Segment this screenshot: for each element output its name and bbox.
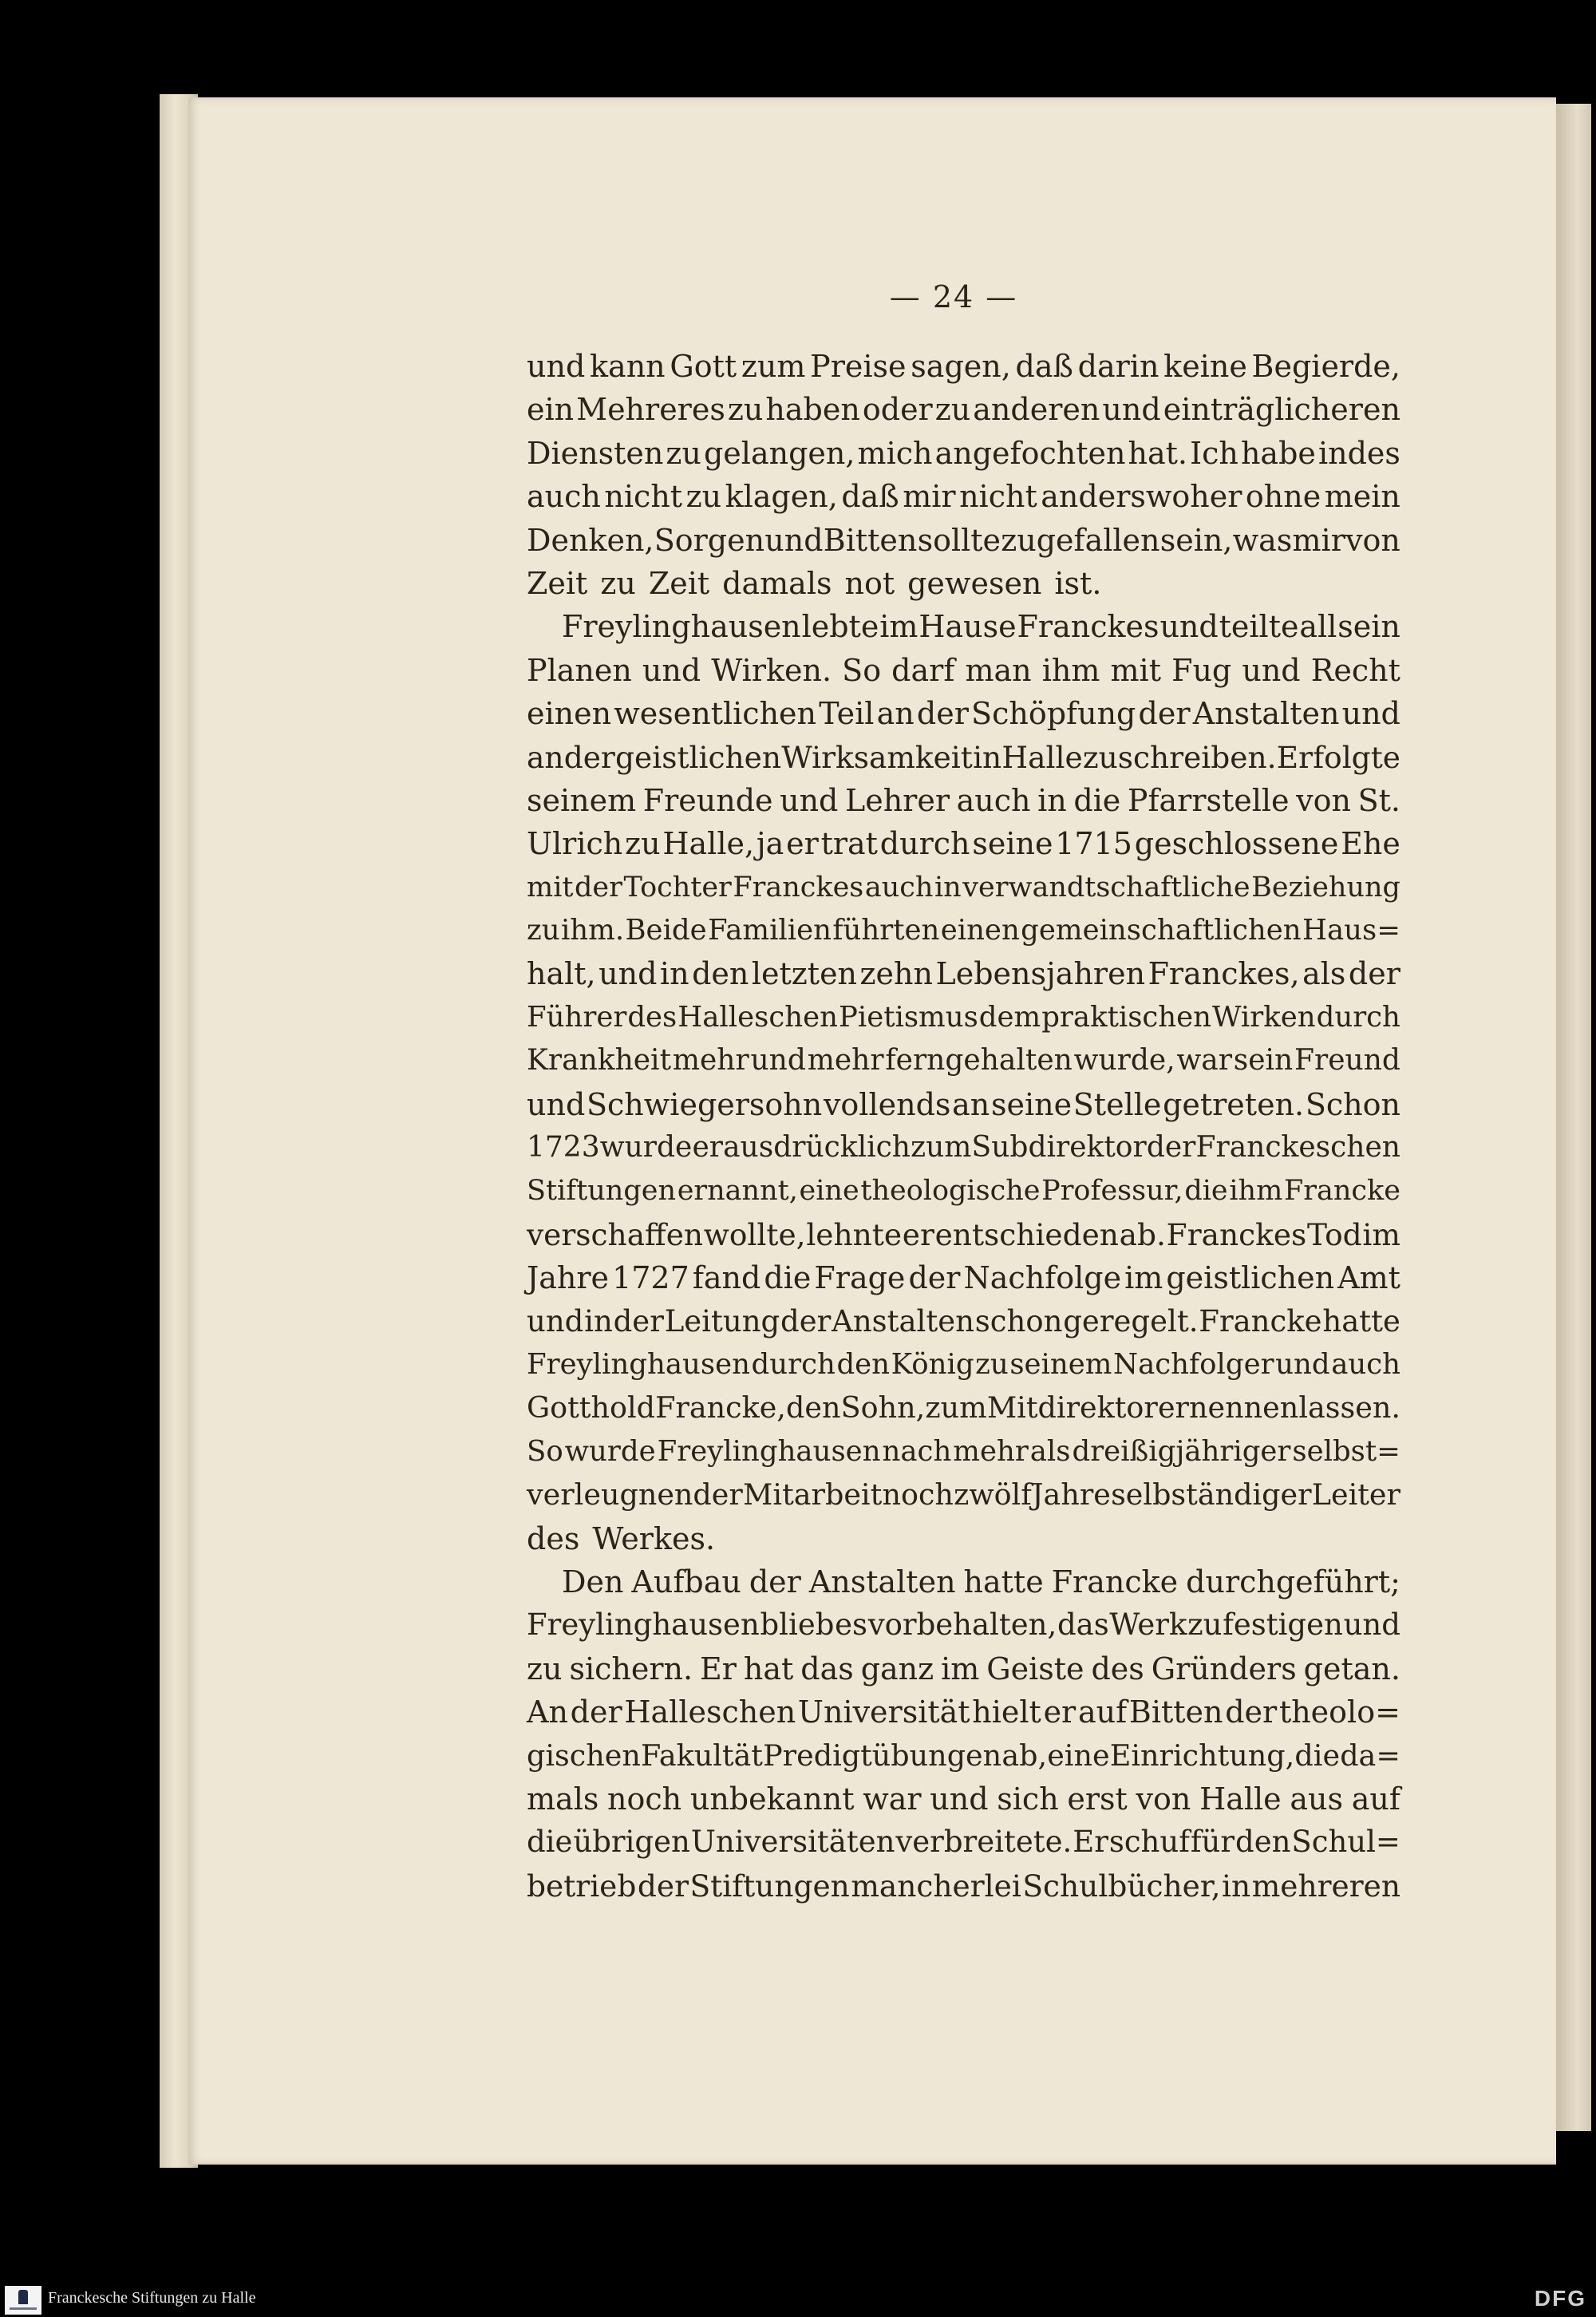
text-line: betrieb der Stiftungen mancherlei Schulbücher, in mehreren [527, 1868, 1400, 1904]
text-line: und Schwiegersohn vollends an seine Stelle getreten. Schon [527, 1086, 1400, 1122]
text-line: Planen und Wirken. So darf man ihm mit Fug und Recht [527, 652, 1400, 688]
text-line: verleugnender Mitarbeit noch zwölf Jahre selbständiger Leiter [527, 1477, 1400, 1512]
text-line: und kann Gott zum Preise sagen, daß darin keine Begierde, [527, 349, 1400, 384]
text-line: zu ihm. Beide Familien führten einen gemeinschaftlichen Haus= [527, 914, 1400, 947]
text-line: an der geistlichen Wirksamkeit in Halle zuschreiben. Er folgte [527, 739, 1400, 775]
footer-institution-name: Franckesche Stiftungen zu Halle [48, 2289, 256, 2307]
page-edge-right [1556, 104, 1591, 2131]
text-line: Krankheit mehr und mehr ferngehalten wurde, war sein Freund [527, 1044, 1400, 1077]
text-line: zu sichern. Er hat das ganz im Geiste des Gründers getan. [527, 1651, 1400, 1686]
text-line: Den Aufbau der Anstalten hatte Francke durchgeführt; [562, 1564, 1400, 1599]
text-line: Freylinghausen durch den König zu seinem Nachfolger und auch [527, 1347, 1400, 1381]
dfg-logo: DFG [1534, 2286, 1586, 2311]
text-line: verschaffen wollte, lehnte er entschieden ab. Franckes Tod im [527, 1216, 1400, 1252]
text-line: seinem Freunde und Lehrer auch in die Pfarrstelle von St. [527, 782, 1400, 818]
page-number: — 24 — [889, 279, 1018, 314]
text-line: 1723 wurde er ausdrücklich zum Subdirektor der Franckeschen [527, 1131, 1400, 1164]
text-line: So wurde Freylinghausen nach mehr als dreißigjähriger selbst= [527, 1434, 1400, 1468]
text-line: Denken, Sorgen und Bitten sollte zugefallen sein, was mir von [527, 522, 1400, 558]
text-line: und in der Leitung der Anstalten schon geregelt. Francke hatte [527, 1303, 1400, 1338]
text-line: ein Mehreres zu haben oder zu anderen und einträglicheren [527, 392, 1400, 428]
body-text [527, 345, 1400, 1908]
text-line: Jahre 1727 fand die Frage der Nachfolge im geistlichen Amt [527, 1260, 1400, 1296]
text-line: Freylinghausen blieb es vorbehalten, das Werk zu festigen und [527, 1607, 1400, 1643]
text-line: Ulrich zu Halle, ja er trat durch seine 1715 geschlossene Ehe [527, 826, 1400, 862]
text-line: einen wesentlichen Teil an der Schöpfung der Anstalten und [527, 696, 1400, 732]
text-line: An der Halleschen Universität hielt er auf Bitten der theolo= [527, 1694, 1400, 1730]
text-line: auch nicht zu klagen, daß mir nicht anderswoher ohne mein [527, 479, 1400, 515]
text-line: gischen Fakultät Predigtübungen ab, eine Einrichtung, die da= [527, 1738, 1400, 1773]
text-line: Diensten zu gelangen, mich angefochten hat. Ich habe indes [527, 435, 1400, 471]
text-line: Gotthold Francke, den Sohn, zum Mitdirektor ernennen lassen. [527, 1390, 1400, 1425]
text-line: Stiftungen ernannt, eine theologische Professur, die ihm Francke [527, 1175, 1400, 1208]
text-line: Freylinghausen lebte im Hause Franckes und teilte all sein [562, 609, 1400, 645]
text-line: halt, und in den letzten zehn Lebensjahren Franckes, als der [527, 956, 1400, 992]
text-line: mals noch unbekannt war und sich erst von Halle aus auf [527, 1781, 1400, 1817]
text-line: die übrigen Universitäten verbreitete. Er schuf für den Schul= [527, 1825, 1400, 1860]
text-line: Führer des Halleschen Pietismus dem praktischen Wirken durch [527, 1000, 1400, 1034]
footer-bar [0, 2283, 1596, 2317]
text-line: mit der Tochter Franckes auch in verwandtschaftliche Beziehung [527, 871, 1400, 903]
text-line: des Werkes. [527, 1520, 716, 1556]
text-line: Zeit zu Zeit damals not gewesen ist. [527, 565, 1102, 601]
franckesche-stiftungen-logo-icon [5, 2286, 41, 2315]
